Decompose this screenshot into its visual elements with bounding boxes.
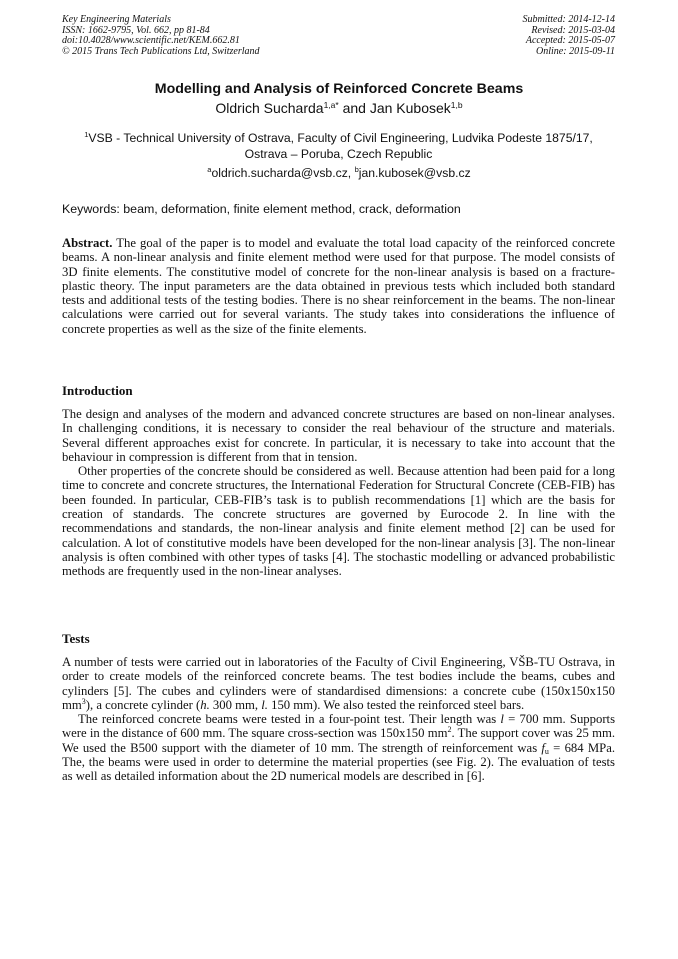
author-list	[0, 100, 678, 116]
keywords: Keywords: beam, deformation, finite element method, crack, deformation	[62, 202, 461, 216]
accepted-date: Accepted: 2015-05-07	[525, 35, 615, 46]
abstract	[62, 236, 615, 336]
journal-header	[62, 15, 260, 57]
tests-body	[62, 655, 615, 784]
journal-copyright: © 2015 Trans Tech Publications Ltd, Switzerland	[62, 45, 260, 57]
abstract-text: The goal of the paper is to model and evaluate the total load capacity of the reinforced concrete beams. A non-linear analysis and finite element method were used for that purpose. The model consists of 3D finite elements. The constitutive model of concrete for the non-linear analysis is based on a fracture-plastic theory. The input parameters are the data obtained in previous tests which included both standard tests and additional tests of the testing bodies. There is no shear reinforcement in the beams. The non-linear calculations were carried out for several variants. The study takes into considerations the influence of concrete properties as well as the size of the finite elements.	[62, 236, 615, 336]
author-superscript: 1,b	[450, 100, 463, 110]
paper-title: Modelling and Analysis of Reinforced Concrete Beams	[154, 81, 524, 97]
email-address: oldrich.sucharda@vsb.cz,	[211, 166, 355, 180]
revised-date: Revised: 2015-03-04	[531, 24, 615, 36]
affiliation-superscript: 1	[84, 130, 89, 139]
paragraph: A number of tests were carried out in laboratories of the Faculty of Civil Engineering, VŠB-TU Ostrava, in order to create models of the reinforced concrete beams. The test bodies include the beams, cubes and cylinders [5]. The cubes and cylinders were of standardised dimensions: a concrete cube (150x150x150 $mm^3$), a concrete cylinder (h. 300 mm, l. 150 mm). We also tested the reinforced steel bars.	[62, 655, 615, 712]
submitted-date: Submitted: 2014-12-14	[522, 14, 615, 25]
affiliation	[62, 131, 615, 162]
paragraph: The design and analyses of the modern and advanced concrete structures are based on non-linear analyses. In challenging conditions, it is necessary to consider the real behaviour of the structure and materials. Several different approaches exist for concrete. In particular, it is necessary to take into account that the behaviour in compression is different from that in tension.	[62, 407, 615, 464]
paragraph: Other properties of the concrete should be considered as well. Because attention had been paid for a long time to concrete and concrete structures, the International Federation for Structural Concrete (CEB-FIB) has been founded. In particular, CEB-FIB’s task is to publish recommendations [1] which are the basis for creation of standards. The concrete structures are governed by Eurocode 2. In line with the recommendations and standards, the non-linear analysis and finite element method [2] can be used for calculation. A lot of constitutive models have been developed for the non-linear analysis [3]. The non-linear analysis is often combined with other types of tasks [4]. The stochastic modelling or advanced probabilistic methods are frequently used in the non-linear analyses.	[62, 464, 615, 579]
affiliation-line: $^1$VSB - Technical University of Ostrava, Faculty of Civil Engineering, Ludvika Podeste 1875/17,	[84, 130, 593, 145]
author-superscript: 1,a*	[323, 100, 339, 110]
journal-issn: ISSN: 1662-9795, Vol. 662, pp 81-84	[62, 24, 210, 36]
section-heading-introduction: Introduction	[62, 383, 133, 398]
journal-name: Key Engineering Materials	[62, 14, 171, 25]
author-emails	[0, 166, 678, 180]
email-superscript: b	[354, 165, 359, 174]
affiliation-line: Ostrava – Poruba, Czech Republic	[244, 146, 433, 161]
online-date: Online: 2015-09-11	[536, 45, 615, 57]
author-conjunction: and	[338, 100, 370, 116]
author-name: Jan Kubosek	[369, 100, 451, 116]
email-address: jan.kubosek@vsb.cz	[358, 166, 471, 180]
introduction-body	[62, 407, 615, 579]
journal-doi: doi:10.4028/www.scientific.net/KEM.662.81	[62, 35, 240, 46]
author-name: Oldrich Sucharda	[215, 100, 324, 116]
paragraph: The reinforced concrete beams were tested in a four-point test. Their length was l = 700 mm. Supports were in the distance of 600 mm. The square cross-section was 150x150 $mm^2$. The support cover was 25 mm. We used the B500 support with the diameter of 10 mm. The strength of reinforcement was $f_u = 684$ MPa. The, the beams were used in order to determine the material properties (see Fig. 2). The evaluation of tests as well as detailed information about the 2D numerical models are described in [6].	[62, 712, 616, 784]
email-superscript: a	[207, 165, 212, 174]
abstract-label: Abstract.	[62, 236, 113, 250]
dates-header	[523, 15, 616, 57]
section-heading-tests: Tests	[62, 631, 90, 646]
